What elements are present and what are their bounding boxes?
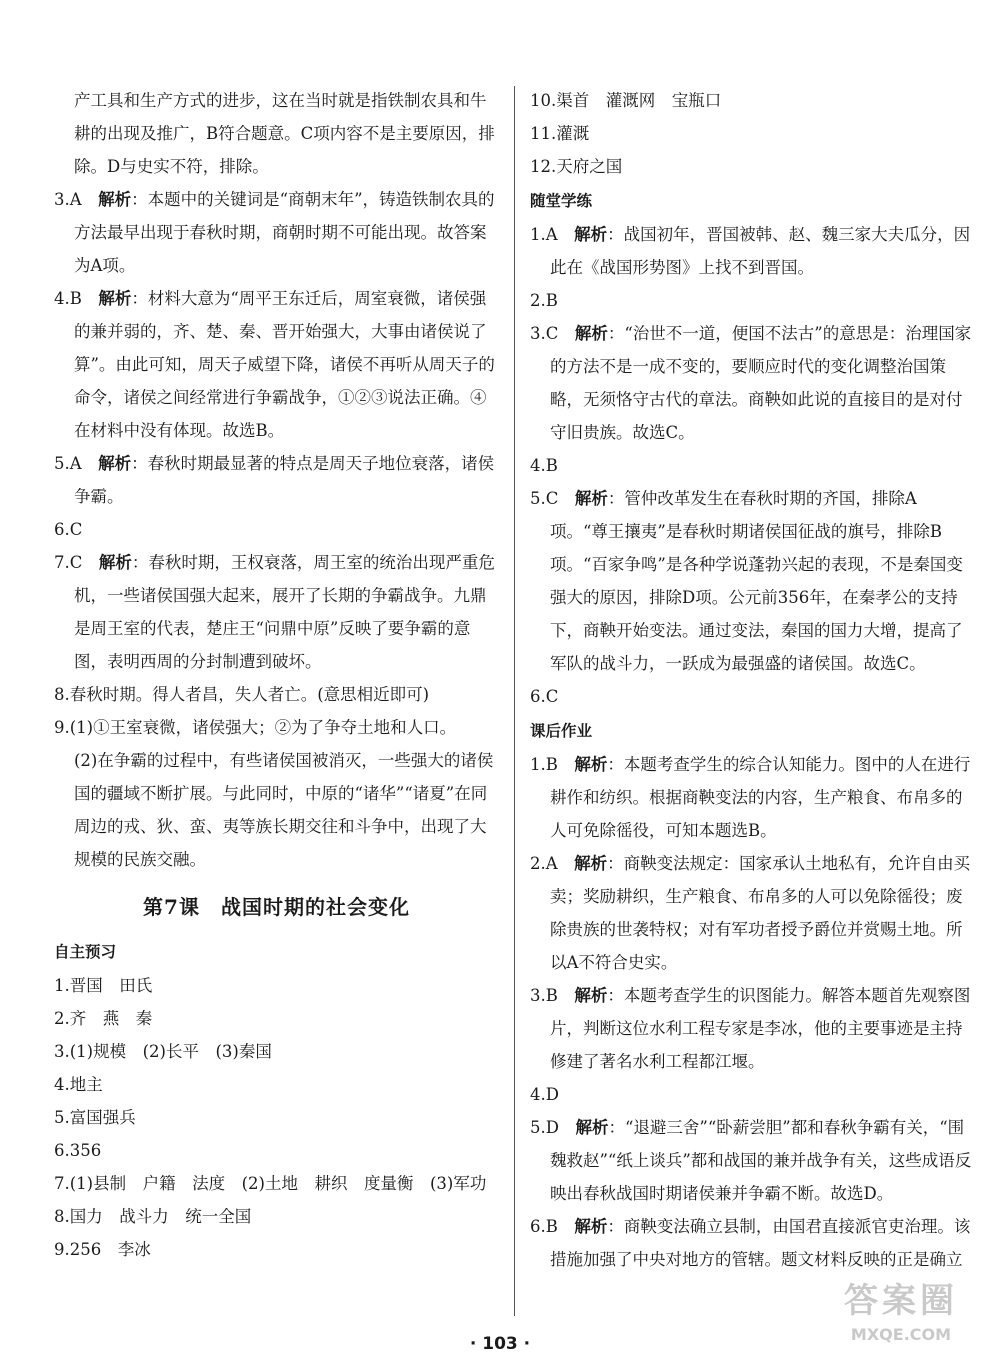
answer-text: ：商鞅变法规定：国家承认土地私有，允许自由买卖；奖励耕织，生产粮食、布帛多的人可以免除徭役；废除贵族的世袭特权；对有军功者授予爵位并赏赐土地。所以A不符合史实。 — [550, 854, 971, 972]
homework-heading: 课后作业 — [530, 722, 593, 740]
preview-item: 5.富国强兵 — [54, 1108, 136, 1127]
left-column — [54, 84, 499, 1266]
answer-number: 8. — [54, 685, 70, 704]
homework-item-2 — [530, 847, 972, 979]
answer-number: 2.B — [530, 291, 558, 310]
answer-item-9-part2: (2)在争霸的过程中，有些诸侯国被消灭，一些强大的诸侯国的疆域不断扩展。与此同时，中原的“诸华”“诸夏”在同周边的戎、狄、蛮、夷等族长期交往和斗争中，出现了大规模的民族交融。 — [74, 751, 494, 869]
answer-number: 1.B — [530, 755, 558, 774]
practice-item-4 — [530, 449, 972, 482]
homework-item-4 — [530, 1078, 972, 1111]
preview-item: 4.地主 — [54, 1075, 103, 1094]
right-column — [530, 84, 972, 1276]
answer-number: 4.D — [530, 1085, 559, 1104]
answer-text: ：本题考查学生的综合认知能力。图中的人在进行耕作和纺织。根据商鞅变法的内容，生产粮食、布帛多的人可免除徭役，可知本题选B。 — [550, 755, 971, 840]
analysis-label: 解析 — [574, 1217, 608, 1236]
lesson-title: 第7课 战国时期的社会变化 — [143, 895, 410, 919]
answer-item-5 — [54, 447, 499, 513]
answer-text: ：“退避三舍”“卧薪尝胆”都和春秋争霸有关，“围魏救赵”“纸上谈兵”都和战国的兼并战争有关，这些成语反映出春秋战国时期诸侯兼并争霸不断。故选D。 — [550, 1118, 972, 1203]
answer-number: 4.B — [530, 456, 558, 475]
homework-item-1 — [530, 748, 972, 847]
column-divider — [514, 86, 515, 1316]
preview-item: 3.(1)规模 (2)长平 (3)秦国 — [54, 1042, 272, 1061]
answer-item-6 — [54, 513, 499, 546]
analysis-label: 解析 — [574, 854, 608, 873]
answer-text: ：商鞅变法确立县制，由国君直接派官吏治理。该措施加强了中央对地方的管辖。题文材料反映的正是确立 — [550, 1217, 971, 1269]
homework-item-3 — [530, 979, 972, 1078]
watermark-mark: 答案圈 — [844, 1281, 958, 1321]
answer-number: 6.B — [530, 1217, 558, 1236]
analysis-label: 解析 — [574, 755, 608, 774]
analysis-label: 解析 — [574, 986, 608, 1005]
preview-item: 8.国力 战斗力 统一全国 — [54, 1207, 252, 1226]
answer-number: 5.D — [530, 1118, 559, 1137]
class-practice-heading: 随堂学练 — [530, 192, 593, 210]
page-number: · 103 · — [469, 1334, 531, 1354]
preview-item: 9.256 李冰 — [54, 1240, 151, 1259]
analysis-label: 解析 — [98, 289, 132, 308]
answer-number: 4.B — [54, 289, 82, 308]
answer-text: ：春秋时期，王权衰落，周王室的统治出现严重危机，一些诸侯国强大起来，展开了长期的争霸战争。九鼎是周王室的代表，楚庄王“问鼎中原”反映了要争霸的意图，表明西周的分封制遭到破坏。 — [74, 553, 495, 671]
answer-number: 6.C — [530, 687, 559, 706]
continued-explanation: 产工具和生产方式的进步，这在当时就是指铁制农具和牛耕的出现及推广，B符合题意。C项内容不是主要原因，排除。D与史实不符，排除。 — [74, 91, 495, 176]
analysis-label: 解析 — [575, 1118, 609, 1137]
answer-number: 9. — [54, 718, 70, 737]
answer-item-7 — [54, 546, 499, 678]
answer-text: ：战国初年，晋国被韩、赵、魏三家大夫瓜分，因此在《战国形势图》上找不到晋国。 — [550, 225, 971, 277]
answer-number: 5.A — [54, 454, 82, 473]
answer-text: ：材料大意为“周平王东迁后，周室衰微，诸侯强的兼并弱的，齐、楚、秦、晋开始强大，大事由诸侯说了算”。由此可知，周天子威望下降，诸侯不再听从周天子的命令，诸侯之间经常进行争霸战争，①②③说法正确。④在材料中没有体现。故选B。 — [74, 289, 495, 440]
answer-number: 3.B — [530, 986, 558, 1005]
analysis-label: 解析 — [98, 454, 132, 473]
answer-number: 3.C — [530, 324, 559, 343]
answer-number: 7.C — [54, 553, 83, 572]
analysis-label: 解析 — [574, 225, 608, 244]
answer-number: 5.C — [530, 489, 559, 508]
answer-text: ：本题考查学生的识图能力。解答本题首先观察图片，判断这位水利工程专家是李冰，他的主要事迹是主持修建了著名水利工程都江堰。 — [550, 986, 971, 1071]
preview-item: 10.渠首 灌溉网 宝瓶口 — [530, 91, 722, 110]
preview-item: 7.(1)县制 户籍 法度 (2)土地 耕织 度量衡 (3)军功 — [54, 1174, 487, 1193]
answer-text: ：本题中的关键词是“商朝末年”，铸造铁制农具的方法最早出现于春秋时期，商朝时期不可能出现。故答案为A项。 — [74, 190, 495, 275]
answer-number: 6.C — [54, 520, 83, 539]
preview-item: 12.天府之国 — [530, 157, 623, 176]
answer-text: ：春秋时期最显著的特点是周天子地位衰落，诸侯争霸。 — [74, 454, 495, 506]
answer-text: (1)①王室衰微，诸侯强大；②为了争夺土地和人口。 — [69, 718, 457, 737]
answer-number: 1.A — [530, 225, 558, 244]
preview-item: 6.356 — [54, 1141, 102, 1160]
practice-item-3 — [530, 317, 972, 449]
answer-number: 2.A — [530, 854, 558, 873]
answer-text: ：管仲改革发生在春秋时期的齐国，排除A项。“尊王攘夷”是春秋时期诸侯国征战的旗号，排除B项。“百家争鸣”是各种学说蓬勃兴起的表现，不是秦国变强大的原因，排除D项。公元前356年，在秦孝公的支持下，商鞅开始变法。通过变法，秦国的国力大增，提高了军队的战斗力，一跃成为最强盛的诸侯国。故选C。 — [550, 489, 963, 673]
preview-heading: 自主预习 — [54, 943, 117, 961]
practice-item-1 — [530, 218, 972, 284]
homework-item-6 — [530, 1210, 972, 1276]
answer-text: ：“治世不一道，便国不法古”的意思是：治理国家的方法不是一成不变的，要顺应时代的变化调整治国策略，无须恪守古代的章法。商鞅如此说的直接目的是对付守旧贵族。故选C。 — [550, 324, 972, 442]
practice-item-6 — [530, 680, 972, 713]
analysis-label: 解析 — [98, 190, 132, 209]
preview-item: 1.晋国 田氏 — [54, 976, 153, 995]
practice-item-5 — [530, 482, 972, 680]
analysis-label: 解析 — [574, 324, 608, 343]
analysis-label: 解析 — [98, 553, 132, 572]
answer-item-9 — [54, 711, 499, 744]
watermark-logo — [816, 1278, 986, 1358]
practice-item-2 — [530, 284, 972, 317]
watermark-url: MXQE.COM — [850, 1325, 952, 1344]
preview-item: 2.齐 燕 秦 — [54, 1009, 153, 1028]
answer-item-3 — [54, 183, 499, 282]
homework-item-5 — [530, 1111, 972, 1210]
answer-text: 春秋时期。得人者昌，失人者亡。(意思相近即可) — [69, 685, 430, 704]
analysis-label: 解析 — [574, 489, 608, 508]
answer-number: 3.A — [54, 190, 82, 209]
preview-item: 11.灌溉 — [530, 124, 590, 143]
answer-item-8 — [54, 678, 499, 711]
answer-item-4 — [54, 282, 499, 447]
